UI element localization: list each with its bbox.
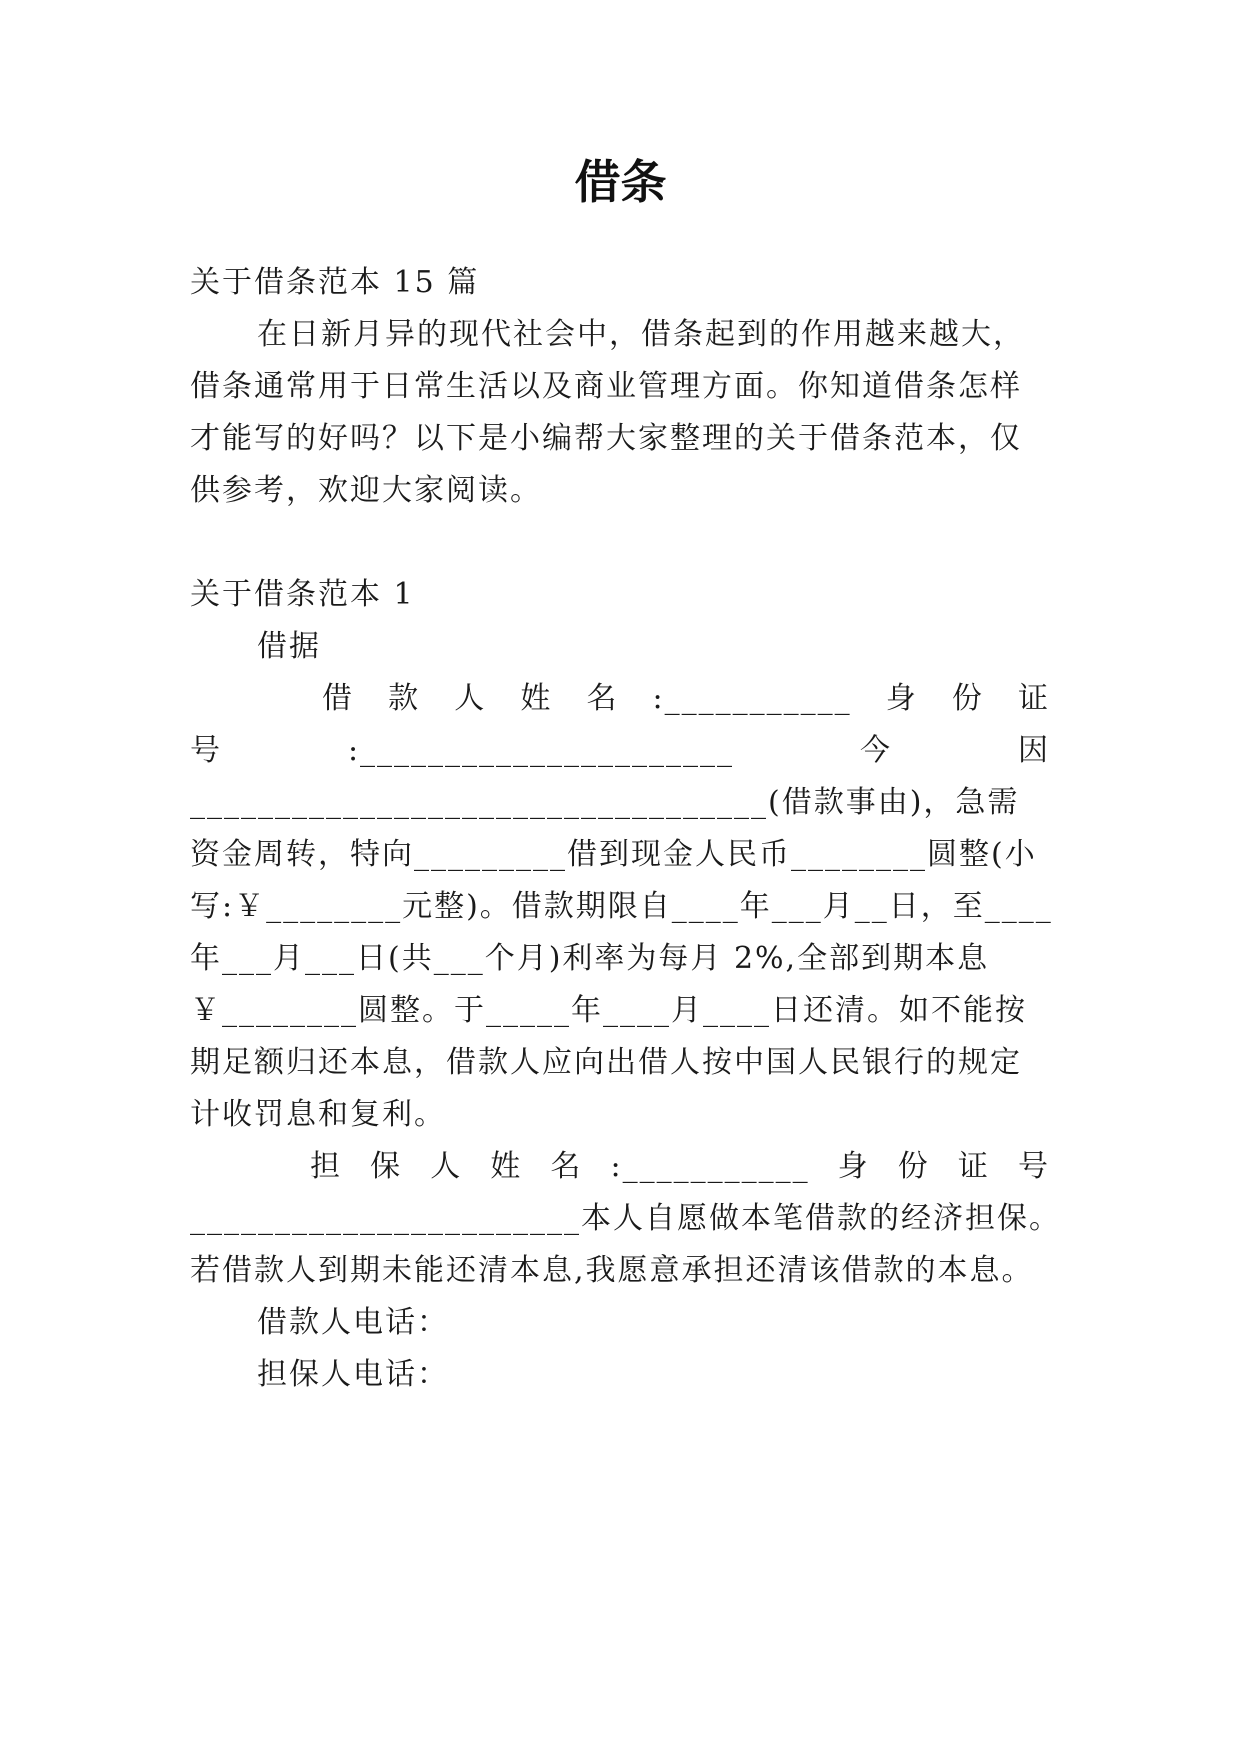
guarantor-phone-label: 担保人电话： <box>257 1357 449 1392</box>
text-glyph: 号 <box>190 733 222 768</box>
text-glyph: 人 <box>430 1149 463 1184</box>
text-glyph: 姓 <box>490 1149 523 1184</box>
text-glyph: 证 <box>1017 681 1050 716</box>
sample-subheading: 借据 <box>257 629 321 664</box>
text-glyph: 姓 <box>520 681 553 716</box>
intro-paragraph-line: 才能写的好吗？以下是小编帮大家整理的关于借条范本，仅 <box>190 421 1022 456</box>
text-glyph: 号 <box>1017 1149 1050 1184</box>
text-glyph: 借 <box>322 681 354 716</box>
guarantor-name-line <box>310 1138 1050 1196</box>
borrower-name-line <box>322 670 1050 728</box>
loan-total-line: ￥________圆整。于_____年____月____日还清。如不能按 <box>190 993 1027 1028</box>
guarantor-name-blank: :___________ <box>610 1149 810 1184</box>
guarantor-statement-line: _______________________本人自愿做本笔借款的经济担保。 <box>190 1201 1061 1236</box>
text-glyph: 因 <box>1017 733 1050 768</box>
borrower-id-blank: :______________________ <box>347 733 735 768</box>
borrower-name-blank: :___________ <box>652 681 852 716</box>
borrower-phone-label: 借款人电话： <box>257 1305 449 1340</box>
text-glyph: 名 <box>550 1149 583 1184</box>
intro-paragraph-line: 在日新月异的现代社会中，借条起到的作用越来越大， <box>257 317 1025 352</box>
text-glyph: 担 <box>310 1149 342 1184</box>
document-title: 借条 <box>574 155 667 209</box>
text-glyph: 身 <box>837 1149 870 1184</box>
loan-reason-line: __________________________________(借款事由)，急需 <box>190 785 1020 820</box>
intro-heading: 关于借条范本 15 篇 <box>190 265 480 300</box>
text-glyph: 保 <box>370 1149 403 1184</box>
text-glyph: 人 <box>454 681 487 716</box>
guarantor-statement-line: 若借款人到期未能还清本息,我愿意承担还清该借款的本息。 <box>190 1253 1034 1288</box>
intro-paragraph-line: 借条通常用于日常生活以及商业管理方面。你知道借条怎样 <box>190 369 1022 404</box>
penalty-line: 计收罚息和复利。 <box>190 1097 446 1132</box>
loan-amount-line: 资金周转，特向_________借到现金人民币________圆整(小 <box>190 837 1037 872</box>
text-glyph: 今 <box>860 733 893 768</box>
text-glyph: 身 <box>885 681 918 716</box>
penalty-line: 期足额归还本息，借款人应向出借人按中国人民银行的规定 <box>190 1045 1022 1080</box>
text-glyph: 名 <box>586 681 619 716</box>
intro-paragraph-line: 供参考，欢迎大家阅读。 <box>190 473 542 508</box>
loan-term-line: 年___月___日(共___个月)利率为每月 2%,全部到期本息 <box>190 941 990 976</box>
text-glyph: 证 <box>957 1149 990 1184</box>
text-glyph: 份 <box>951 681 984 716</box>
sample-heading: 关于借条范本 1 <box>190 577 415 612</box>
text-glyph: 份 <box>897 1149 930 1184</box>
loan-small-amount-line: 写:￥________元整)。借款期限自____年___月__日，至____ <box>190 889 1053 924</box>
borrower-id-line <box>190 722 1050 780</box>
text-glyph: 款 <box>388 681 421 716</box>
